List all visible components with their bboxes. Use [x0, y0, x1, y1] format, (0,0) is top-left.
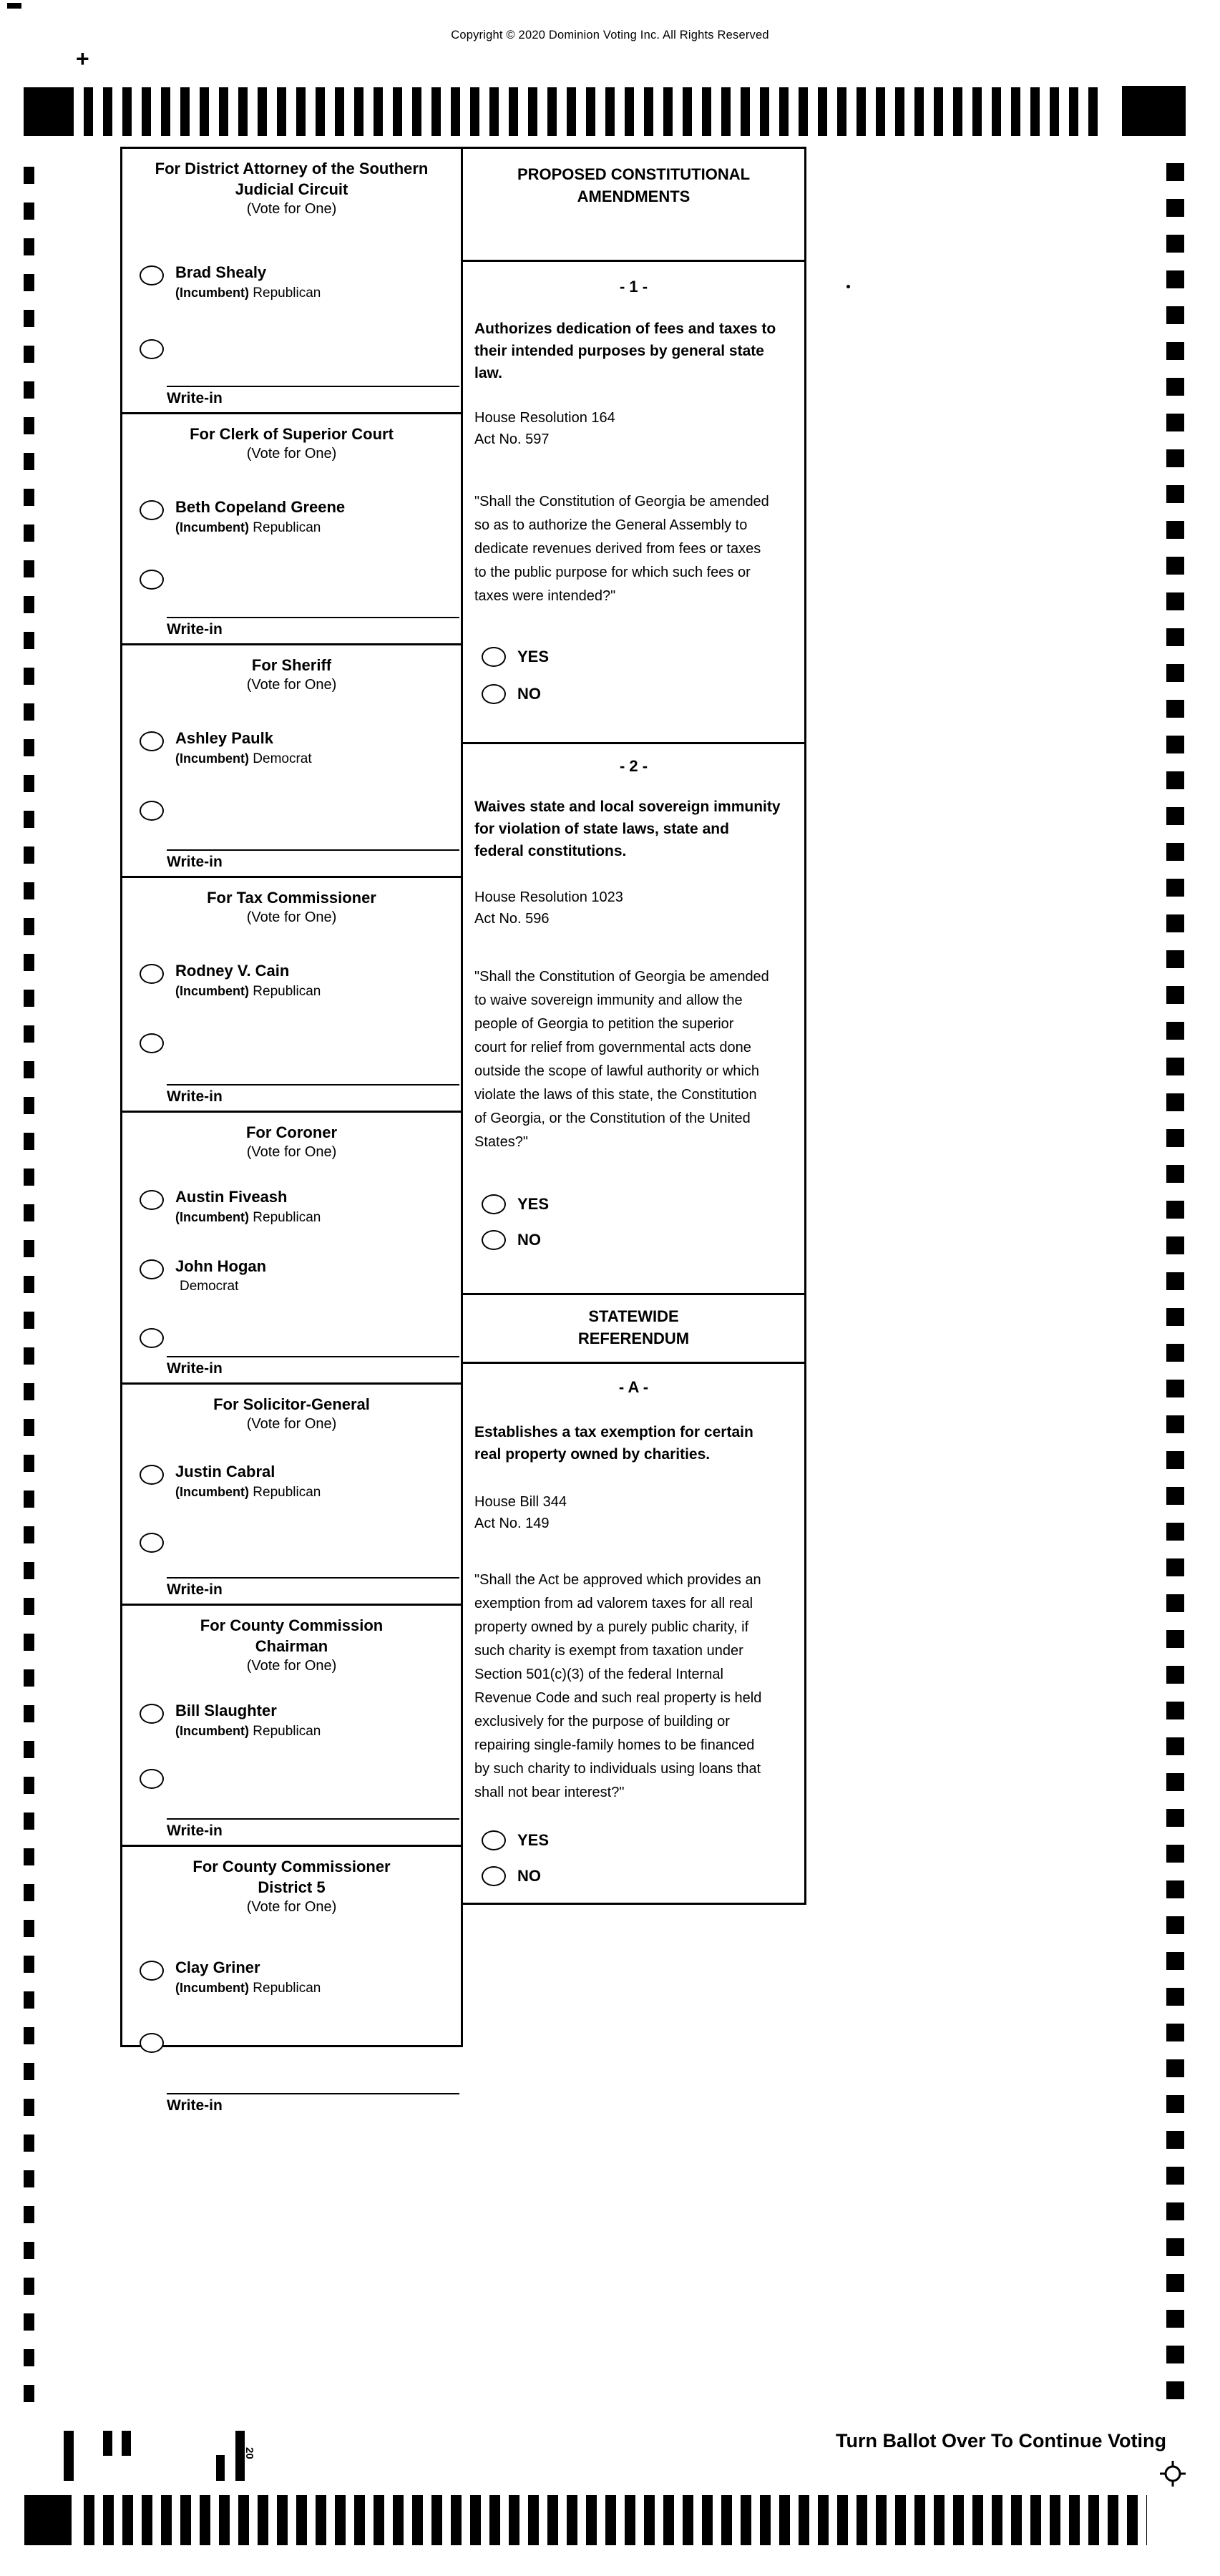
vote-oval[interactable]	[140, 265, 164, 286]
write-in-label: Write-in	[167, 621, 223, 638]
write-in-candidate-row	[140, 1326, 461, 1348]
write-in-line[interactable]	[167, 1356, 459, 1357]
stub-barcode-bar	[103, 2431, 112, 2456]
measure-number: - A -	[618, 1378, 649, 1396]
timing-marks-bottom	[84, 2495, 1147, 2545]
yes-label: YES	[517, 1195, 550, 1213]
candidate-row	[140, 1188, 461, 1226]
candidate-row	[140, 1257, 461, 1294]
no-label: NO	[517, 1231, 541, 1249]
measures-column	[461, 147, 806, 1905]
timing-marks-right-column	[1166, 163, 1184, 2403]
write-in-label: Write-in	[167, 1823, 223, 1839]
write-in-label: Write-in	[167, 2097, 223, 2114]
timing-block-top-left	[24, 87, 74, 136]
incumbent-label: (Incumbent)	[175, 1210, 249, 1224]
write-in-label: Write-in	[167, 1360, 223, 1377]
measure-reference	[474, 887, 793, 930]
write-in-area	[167, 386, 459, 408]
referendum-header-text: STATEWIDE REFERENDUM	[577, 1307, 690, 1347]
yes-row	[482, 647, 793, 667]
vote-for-instruction: (Vote for One)	[246, 1416, 337, 1432]
contest-title: For County Commission Chairman	[200, 1616, 384, 1655]
measure-reference	[474, 1491, 793, 1534]
incumbent-label: (Incumbent)	[175, 520, 249, 535]
no-oval[interactable]	[482, 1866, 506, 1886]
corner-mark	[7, 3, 21, 9]
candidate-row	[140, 729, 461, 767]
incumbent-label: (Incumbent)	[175, 286, 249, 300]
write-in-oval[interactable]	[140, 339, 164, 359]
write-in-candidate-row	[140, 1031, 461, 1053]
party-label: Democrat	[180, 1279, 239, 1294]
contest-title: For Solicitor-General	[213, 1395, 370, 1413]
candidate-name: Brad Shealy	[175, 263, 267, 281]
write-in-line[interactable]	[167, 849, 459, 851]
incumbent-label: (Incumbent)	[175, 751, 249, 766]
yes-oval[interactable]	[482, 1830, 506, 1850]
candidate-name: Bill Slaughter	[175, 1702, 277, 1719]
vote-oval[interactable]	[140, 1961, 164, 1981]
no-label: NO	[517, 1867, 541, 1885]
write-in-oval[interactable]	[140, 1033, 164, 1053]
candidate-party	[175, 751, 312, 767]
candidate-row	[140, 1958, 461, 1996]
write-in-candidate-row	[140, 799, 461, 821]
measure-summary: Establishes a tax exemption for certain real property owned by charities.	[474, 1424, 753, 1463]
stray-dot	[846, 285, 850, 288]
contest-tax-commissioner	[122, 887, 461, 1113]
vote-oval[interactable]	[140, 964, 164, 984]
candidate-party	[175, 1723, 321, 1740]
act-number: Act No. 597	[474, 431, 550, 447]
incumbent-label: (Incumbent)	[175, 1485, 249, 1499]
house-bill: House Bill 344	[474, 1494, 567, 1510]
contest-county-commissioner-district-5	[122, 1856, 461, 2119]
copyright-line: Copyright © 2020 Dominion Voting Inc. All Rights Reserved	[451, 29, 769, 42]
candidate-party	[175, 1484, 321, 1501]
candidate-party	[180, 1279, 266, 1294]
candidate-name: Beth Copeland Greene	[175, 498, 346, 516]
amendment-1	[463, 278, 804, 744]
vote-oval[interactable]	[140, 731, 164, 751]
candidate-name: Ashley Paulk	[175, 729, 273, 747]
write-in-line[interactable]	[167, 1818, 459, 1820]
write-in-area	[167, 1084, 459, 1106]
write-in-candidate-row	[140, 1767, 461, 1789]
candidate-row	[140, 962, 461, 1000]
candidate-name: Clay Griner	[175, 1958, 260, 1976]
no-label: NO	[517, 685, 541, 703]
referendum-a	[463, 1378, 804, 1946]
stub-barcode-bar	[64, 2431, 74, 2481]
house-resolution: House Resolution 1023	[474, 889, 623, 905]
measure-number: - 2 -	[619, 757, 648, 775]
incumbent-label: (Incumbent)	[175, 984, 249, 998]
registration-plus-icon: +	[76, 46, 89, 72]
amendment-2	[463, 757, 804, 1295]
vote-for-instruction: (Vote for One)	[246, 1144, 337, 1160]
candidate-name: John Hogan	[175, 1257, 267, 1275]
vote-oval[interactable]	[140, 1465, 164, 1485]
yes-row	[482, 1830, 793, 1850]
write-in-label: Write-in	[167, 390, 223, 406]
candidate-name: Justin Cabral	[175, 1463, 275, 1480]
measure-question: "Shall the Constitution of Georgia be amended so as to authorize the General Assembly to dedicate revenues derived from fees or taxes to the public purpose for which such fees or taxes were intended?"	[474, 494, 769, 604]
vote-for-instruction: (Vote for One)	[246, 1658, 337, 1674]
contest-coroner	[122, 1122, 461, 1385]
stub-barcode-bar	[122, 2431, 131, 2456]
write-in-area	[167, 849, 459, 872]
timing-block-top-right	[1122, 86, 1186, 136]
party-label: Republican	[253, 1724, 321, 1739]
write-in-candidate-row	[140, 2031, 461, 2053]
vote-oval[interactable]	[140, 1704, 164, 1724]
candidate-party	[175, 983, 321, 1000]
write-in-label: Write-in	[167, 1581, 223, 1598]
vote-oval[interactable]	[140, 1190, 164, 1210]
contest-title: For District Attorney of the Southern Judicial Circuit	[155, 160, 429, 198]
vote-for-instruction: (Vote for One)	[246, 201, 337, 217]
party-label: Democrat	[253, 751, 312, 766]
candidate-row	[140, 1463, 461, 1501]
write-in-line[interactable]	[167, 2093, 459, 2094]
incumbent-label: (Incumbent)	[175, 1981, 249, 1995]
write-in-area	[167, 1577, 459, 1599]
candidate-row	[140, 263, 461, 301]
write-in-label: Write-in	[167, 1088, 223, 1105]
timing-block-bottom-left	[24, 2495, 72, 2545]
write-in-area	[167, 617, 459, 639]
no-row	[482, 1866, 793, 1886]
contest-title: For Tax Commissioner	[207, 889, 376, 907]
timing-marks-left-column	[24, 167, 34, 2403]
act-number: Act No. 149	[474, 1516, 550, 1531]
write-in-oval[interactable]	[140, 1328, 164, 1348]
turn-ballot-over-text: Turn Ballot Over To Continue Voting	[836, 2430, 1166, 2451]
candidate-party	[175, 519, 345, 536]
act-number: Act No. 596	[474, 911, 550, 927]
vote-oval[interactable]	[140, 500, 164, 520]
measure-question: "Shall the Constitution of Georgia be amended to waive sovereign immunity and allow the people of Georgia to petition the superior court for relief from governmental acts done outside the scope of lawful authority or which violate the laws of this state, the Constitution of Georgia, or the Constitution of the United States?"	[474, 969, 769, 1150]
contests-column	[120, 147, 463, 2114]
party-label: Republican	[253, 984, 321, 999]
contest-clerk-superior-court	[122, 424, 461, 645]
yes-label: YES	[517, 1831, 550, 1849]
no-oval[interactable]	[482, 684, 506, 704]
candidate-row	[140, 1702, 461, 1740]
write-in-oval[interactable]	[140, 1769, 164, 1789]
party-label: Republican	[253, 1981, 321, 1996]
no-row	[482, 684, 793, 704]
yes-label: YES	[517, 648, 550, 665]
write-in-label: Write-in	[167, 854, 223, 870]
measure-number: - 1 -	[619, 278, 648, 296]
measure-summary: Waives state and local sovereign immunity for violation of state laws, state and federal constitutions.	[474, 799, 781, 859]
vote-for-instruction: (Vote for One)	[246, 677, 337, 693]
contest-district-attorney	[122, 158, 461, 414]
contest-title: For Coroner	[245, 1123, 338, 1141]
registration-target-icon	[1159, 2460, 1186, 2487]
vote-oval[interactable]	[140, 1259, 164, 1279]
write-in-line[interactable]	[167, 1084, 459, 1085]
yes-oval[interactable]	[482, 647, 506, 667]
write-in-oval[interactable]	[140, 801, 164, 821]
contest-solicitor-general	[122, 1394, 461, 1606]
party-label: Republican	[253, 1210, 321, 1225]
contest-sheriff	[122, 655, 461, 878]
candidate-name: Rodney V. Cain	[175, 962, 290, 980]
stub-number: 20	[243, 2447, 255, 2459]
amendments-header-text: PROPOSED CONSTITUTIONAL AMENDMENTS	[517, 165, 751, 205]
candidate-party	[175, 1209, 321, 1226]
write-in-oval[interactable]	[140, 2033, 164, 2053]
candidate-name: Austin Fiveash	[175, 1188, 288, 1206]
write-in-line[interactable]	[167, 1577, 459, 1579]
contest-title: For Clerk of Superior Court	[190, 425, 394, 443]
write-in-area	[167, 2093, 459, 2115]
contest-county-commission-chairman	[122, 1615, 461, 1847]
vote-for-instruction: (Vote for One)	[246, 446, 337, 462]
yes-row	[482, 1194, 793, 1214]
write-in-line[interactable]	[167, 386, 459, 387]
amendments-header	[463, 149, 804, 262]
write-in-line[interactable]	[167, 617, 459, 618]
no-oval[interactable]	[482, 1230, 506, 1250]
measure-question: "Shall the Act be approved which provides an exemption from ad valorem taxes for all real property owned by a purely public charity, if such charity is exempt from taxation under Section 501(c)(3) of the federal Internal Revenue Code and such real property is held exclusively for the purpose of building or repairing single-family homes to be financed by such charity to individuals using loans that shall not bear interest?"	[474, 1572, 762, 1800]
timing-marks-top	[84, 87, 1106, 136]
yes-oval[interactable]	[482, 1194, 506, 1214]
candidate-party	[175, 1980, 321, 1996]
contest-title: For County Commissioner District 5	[192, 1858, 391, 1896]
stub-barcode-bar	[216, 2455, 225, 2481]
candidate-party	[175, 285, 321, 301]
write-in-candidate-row	[140, 337, 461, 359]
write-in-candidate-row	[140, 567, 461, 590]
vote-for-instruction: (Vote for One)	[246, 1899, 337, 1915]
no-row	[482, 1230, 793, 1250]
measure-summary: Authorizes dedication of fees and taxes to their intended purposes by general state law.	[474, 321, 776, 381]
vote-for-instruction: (Vote for One)	[246, 909, 337, 925]
candidate-row	[140, 498, 461, 536]
party-label: Republican	[253, 520, 321, 535]
measure-reference	[474, 407, 793, 450]
incumbent-label: (Incumbent)	[175, 1724, 249, 1738]
write-in-oval[interactable]	[140, 1533, 164, 1553]
party-label: Republican	[253, 286, 321, 301]
party-label: Republican	[253, 1485, 321, 1500]
write-in-area	[167, 1356, 459, 1378]
house-resolution: House Resolution 164	[474, 410, 615, 426]
write-in-area	[167, 1818, 459, 1840]
contest-title: For Sheriff	[251, 656, 332, 674]
write-in-oval[interactable]	[140, 570, 164, 590]
referendum-header	[463, 1295, 804, 1364]
write-in-candidate-row	[140, 1531, 461, 1553]
